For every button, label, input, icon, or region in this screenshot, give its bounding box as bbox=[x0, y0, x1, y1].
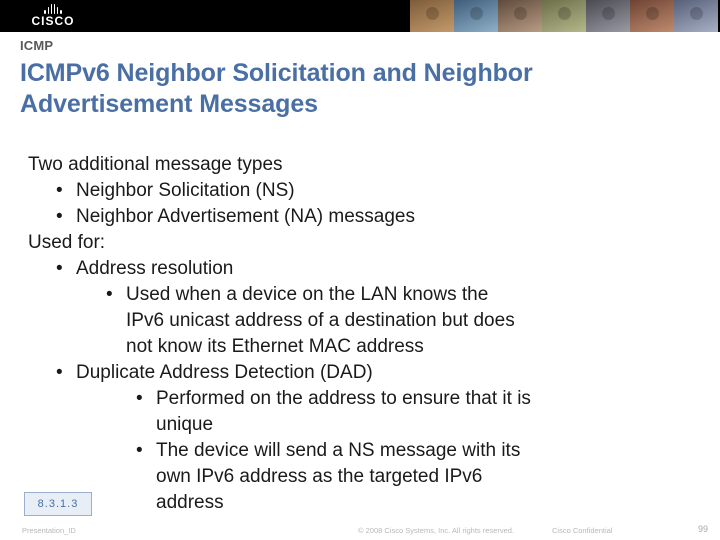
bullet-text: Duplicate Address Detection (DAD) bbox=[76, 362, 373, 383]
body-bullet bbox=[28, 360, 688, 386]
bullet-text-continued: unique bbox=[156, 414, 214, 435]
footer-presentation-id: Presentation_ID bbox=[22, 526, 76, 535]
footer-page-number: 99 bbox=[697, 524, 708, 534]
bullet-text-continued: not know its Ethernet MAC address bbox=[126, 336, 424, 357]
banner-photo-strip bbox=[410, 0, 720, 32]
body-bullet bbox=[28, 178, 688, 204]
banner-photo bbox=[630, 0, 674, 32]
section-number-badge: 8.3.1.3 bbox=[24, 492, 92, 516]
body-bullet bbox=[28, 438, 688, 516]
cisco-logo-bars-icon bbox=[44, 3, 61, 14]
bullet-glyph: • bbox=[136, 440, 143, 461]
bullet-glyph: • bbox=[136, 388, 143, 409]
bullet-glyph: • bbox=[56, 206, 63, 227]
bullet-text-continued: own IPv6 address as the targeted IPv6 bbox=[156, 466, 483, 487]
slide-footer bbox=[0, 524, 720, 540]
bullet-glyph: • bbox=[56, 180, 63, 201]
banner-photo bbox=[410, 0, 454, 32]
bullet-text: Neighbor Advertisement (NA) messages bbox=[76, 206, 415, 227]
banner-photo bbox=[498, 0, 542, 32]
bullet-text: Address resolution bbox=[76, 258, 234, 279]
body-bullet bbox=[28, 256, 688, 282]
bullet-text: The device will send a NS message with its bbox=[156, 440, 521, 461]
page-title: ICMPv6 Neighbor Solicitation and Neighbor Advertisement Messages bbox=[20, 59, 533, 118]
top-banner bbox=[0, 0, 720, 32]
banner-photo bbox=[586, 0, 630, 32]
banner-photo bbox=[674, 0, 718, 32]
section-eyebrow: ICMP bbox=[20, 38, 54, 53]
banner-photo bbox=[542, 0, 586, 32]
body-bullet bbox=[28, 282, 688, 360]
bullet-text: Neighbor Solicitation (NS) bbox=[76, 180, 295, 201]
body-bullet bbox=[28, 386, 688, 438]
body-bullet bbox=[28, 204, 688, 230]
banner-photo bbox=[454, 0, 498, 32]
bullet-text: Used when a device on the LAN knows the bbox=[126, 284, 489, 305]
cisco-logo bbox=[18, 3, 88, 29]
bullet-text-continued: IPv6 unicast address of a destination but does bbox=[126, 310, 515, 331]
bullet-glyph: • bbox=[56, 258, 63, 279]
footer-copyright: © 2008 Cisco Systems, Inc. All rights reserved. bbox=[358, 526, 515, 535]
bullet-text-continued: address bbox=[156, 492, 224, 513]
bullet-text: Performed on the address to ensure that it is bbox=[156, 388, 531, 409]
footer-confidentiality: Cisco Confidential bbox=[552, 526, 613, 535]
bullet-glyph: • bbox=[106, 284, 113, 305]
body-line: Two additional message types bbox=[28, 154, 283, 175]
bullet-glyph: • bbox=[56, 362, 63, 383]
body-line: Used for: bbox=[28, 232, 106, 253]
cisco-logo-text: CISCO bbox=[31, 14, 75, 28]
slide-body bbox=[28, 152, 688, 516]
